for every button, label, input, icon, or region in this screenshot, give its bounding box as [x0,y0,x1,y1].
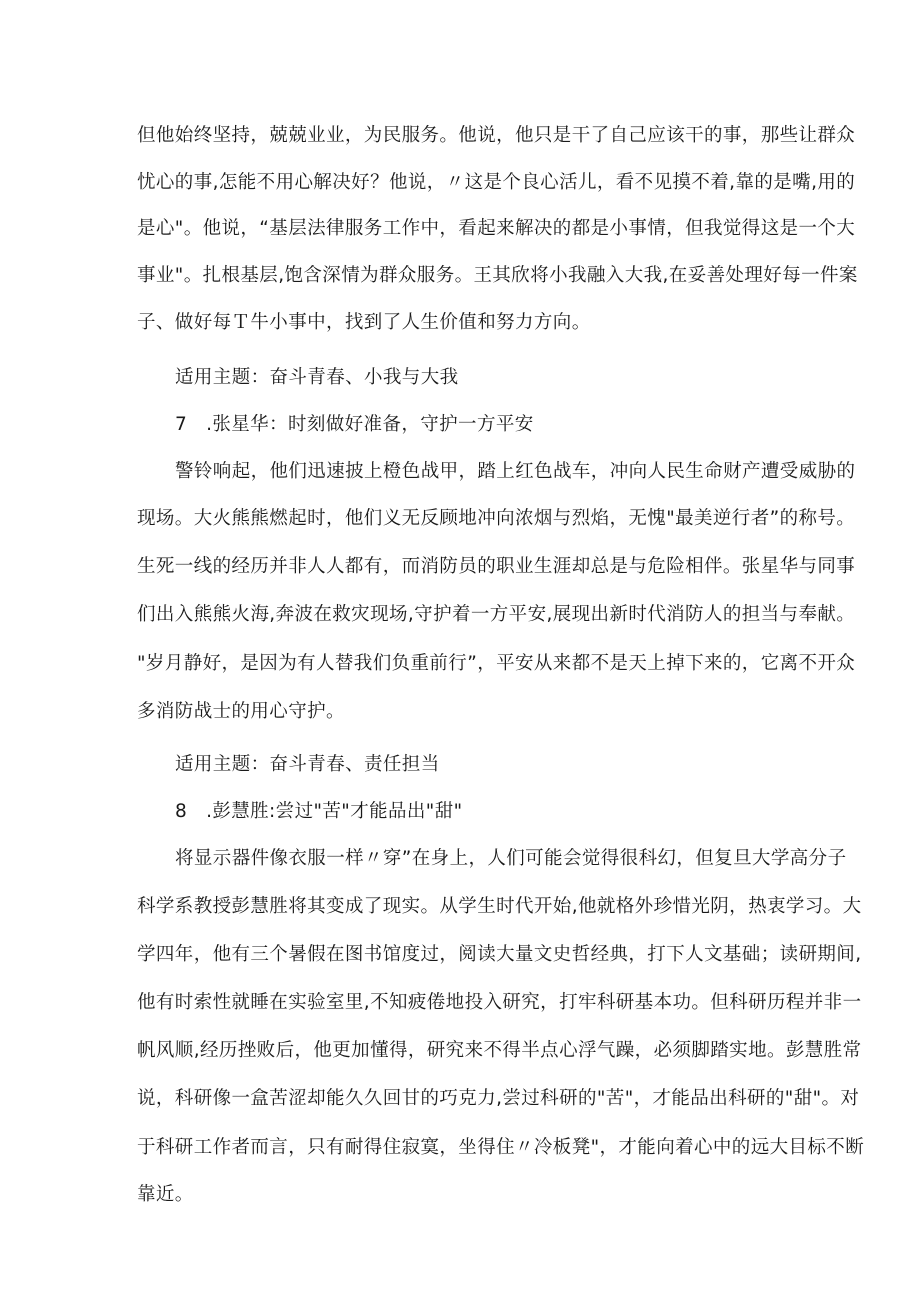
paragraph-line: 是心"。他说，“基层法律服务工作中，看起来解决的都是小事情，但我觉得这是一个大 [137,218,856,239]
paragraph-line: 说，科研像一盒苦涩却能久久回甘的巧克力,尝过科研的"苦"，才能品出科研的"甜"。对 [137,1088,860,1109]
paragraph-line: 警铃响起，他们迅速披上橙色战甲，踏上红色战车，冲向人民生命财产遭受威胁的 [175,461,856,482]
paragraph-line: 靠近。 [137,1184,194,1205]
section-heading: 7 .张星华：时刻做好准备，守护一方平安 [175,414,534,435]
paragraph-line: 事业"。扎根基层,饱含深情为群众服务。王其欣将小我融入大我,在妥善处理好每一件案 [137,265,858,286]
topic-label: 适用主题：奋斗青春、责任担当 [175,754,440,775]
paragraph-line: 帆风顺,经历挫败后，他更加懂得，研究来不得半点心浮气躁，必须脚踏实地。彭慧胜常 [137,1040,862,1061]
topic-label: 适用主题：奋斗青春、小我与大我 [175,367,459,388]
paragraph-line: 子、做好每Ｔ牛小事中，找到了人生价值和努力方向。 [137,312,591,333]
paragraph-line: 他有时索性就睡在实验室里,不知疲倦地投入研究，打牢科研基本功。但科研历程并非一 [137,992,862,1013]
paragraph-line: 将显示器件像衣服一样〃穿”在身上，人们可能会觉得很科幻，但复旦大学高分子 [175,848,847,869]
paragraph-line: 现场。大火熊熊燃起时，他们义无反顾地冲向浓烟与烈焰，无愧"最美逆行者”的称号。 [137,508,856,529]
paragraph-line: 生死一线的经历并非人人都有，而消防员的职业生涯却总是与危险相伴。张星华与同事 [137,556,856,577]
paragraph-line: 忧心的事,怎能不用心解决好？他说，〃这是个良心活儿，看不见摸不着,靠的是嘴,用的 [137,172,856,193]
paragraph-line: "岁月静好，是因为有人替我们负重前行”，平安从来都不是天上掉下来的，它离不开众 [137,653,856,674]
paragraph-line: 们出入熊熊火海,奔波在救灾现场,守护着一方平安,展现出新时代消防人的担当与奉献。 [137,604,856,625]
paragraph-line: 于科研工作者而言，只有耐得住寂寞，坐得住〃冷板凳"，才能向着心中的远大目标不断 [137,1137,865,1158]
paragraph-line: 多消防战士的用心守护。 [137,701,345,722]
paragraph-line: 科学系教授彭慧胜将其变成了现实。从学生时代开始,他就格外珍惜光阴，热衷学习。大 [137,896,862,917]
paragraph-line: 但他始终坚持，兢兢业业，为民服务。他说，他只是干了自己应该干的事，那些让群众 [137,125,856,146]
section-heading: 8 .彭慧胜:尝过"苦"才能品出"甜" [175,801,463,822]
paragraph-line: 学四年，他有三个暑假在图书馆度过，阅读大量文史哲经典，打下人文基础；读研期间, [137,944,862,965]
